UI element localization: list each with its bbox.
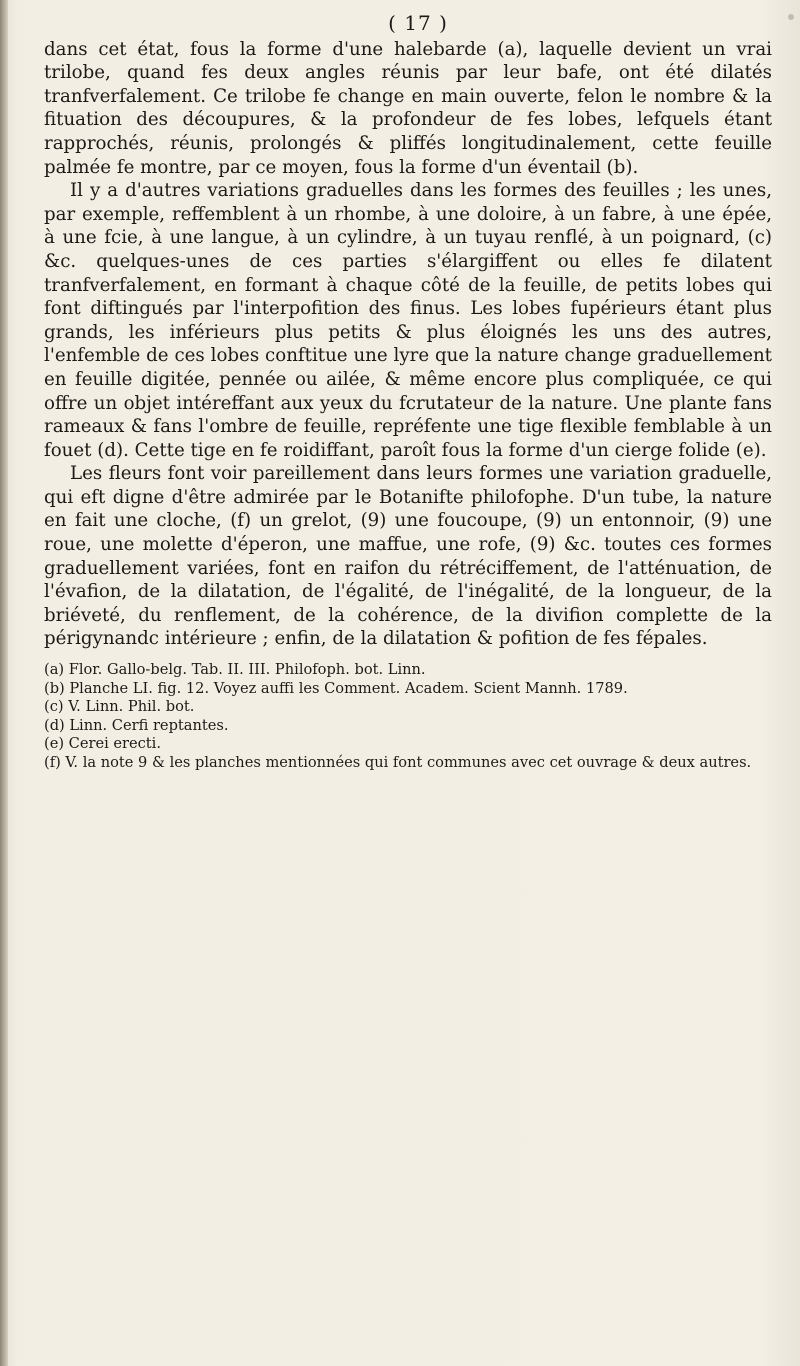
text-block [44,12,772,773]
footnote-f: (f) V. la note 9 & les planches mentionnées qui font communes avec cet ouvrage & deux autres. [44,754,752,771]
footnotes [44,661,772,773]
paragraph-2: Il y a d'autres variations graduelles dans les formes des feuilles ; les unes, par exemple, reffemblent à un rhombe, à une doloire, à un fabre, à une épée, à une fcie, à une langue, à un cylindre, à un tuyau renflé, à un poignard, (c) &c. quelques-unes de ces parties s'élargiffent ou elles fe dilatent tranfverfalement, en formant à chaque côté de la feuille, de petits lobes qui font diftingués par l'interpofition des finus. Les lobes fupérieurs étant plus grands, les inférieurs plus petits & plus éloignés les uns des autres, l'enfemble de ces lobes conftitue une lyre que la nature change graduellement en feuille digitée, pennée ou ailée, & même encore plus compliquée, ce qui offre un objet intéreffant aux yeux du fcrutateur de la nature. Une plante fans rameaux & fans l'ombre de feuille, repréfente une tige flexible femblable à un fouet (d). Cette tige en fe roidiffant, paroît fous la forme d'un cierge folide (e). [44,180,772,461]
footnote-c: (c) V. Linn. Phil. bot. [44,698,195,716]
paragraph-3: Les fleurs font voir pareillement dans leurs formes une variation graduelle, qui eft digne d'être admirée par le Botanifte philofophe. D'un tube, la nature en fait une cloche, (f) un grelot, (9) une foucoupe, (9) un entonnoir, (9) une roue, une molette d'éperon, une maffue, une rofe, (9) &c. toutes ces formes graduellement variées, font en raifon du rétréciffement, de l'atténuation, de l'évafion, de la dilatation, de l'égalité, de l'inégalité, de la longueur, de la briéveté, du renflement, de la cohérence, de la divifion complette de la périgynandc intérieure ; enfin, de la dilatation & pofition de fes fépales. [44,463,772,650]
footnote-d: (d) Linn. Cerfi reptantes. [44,716,229,734]
footnote-b: (b) Planche LI. fig. 12. Voyez auffi les Comment. Academ. Scient Mannh. 1789. [44,679,628,697]
footnote-a: (a) Flor. Gallo-belg. Tab. II. III. Philofoph. bot. Linn. [44,661,426,679]
page-binding-shadow [0,0,8,1366]
paragraph-1: dans cet état, fous la forme d'une halebarde (a), laquelle devient un vrai trilobe, quand fes deux angles réunis par leur bafe, ont été dilatés tranfverfalement. Ce trilobe fe change en main ouverte, felon le nombre & la fituation des découpures, & la profondeur de fes lobes, lefquels étant rapprochés, réunis, prolongés & pliffés longitudinalement, cette feuille palmée fe montre, par ce moyen, fous la forme d'un éventail (b). [44,38,772,178]
ink-spot [788,14,794,20]
footnote-e: (e) Cerei erecti. [44,735,161,753]
page-number: ( 17 ) [388,11,448,35]
